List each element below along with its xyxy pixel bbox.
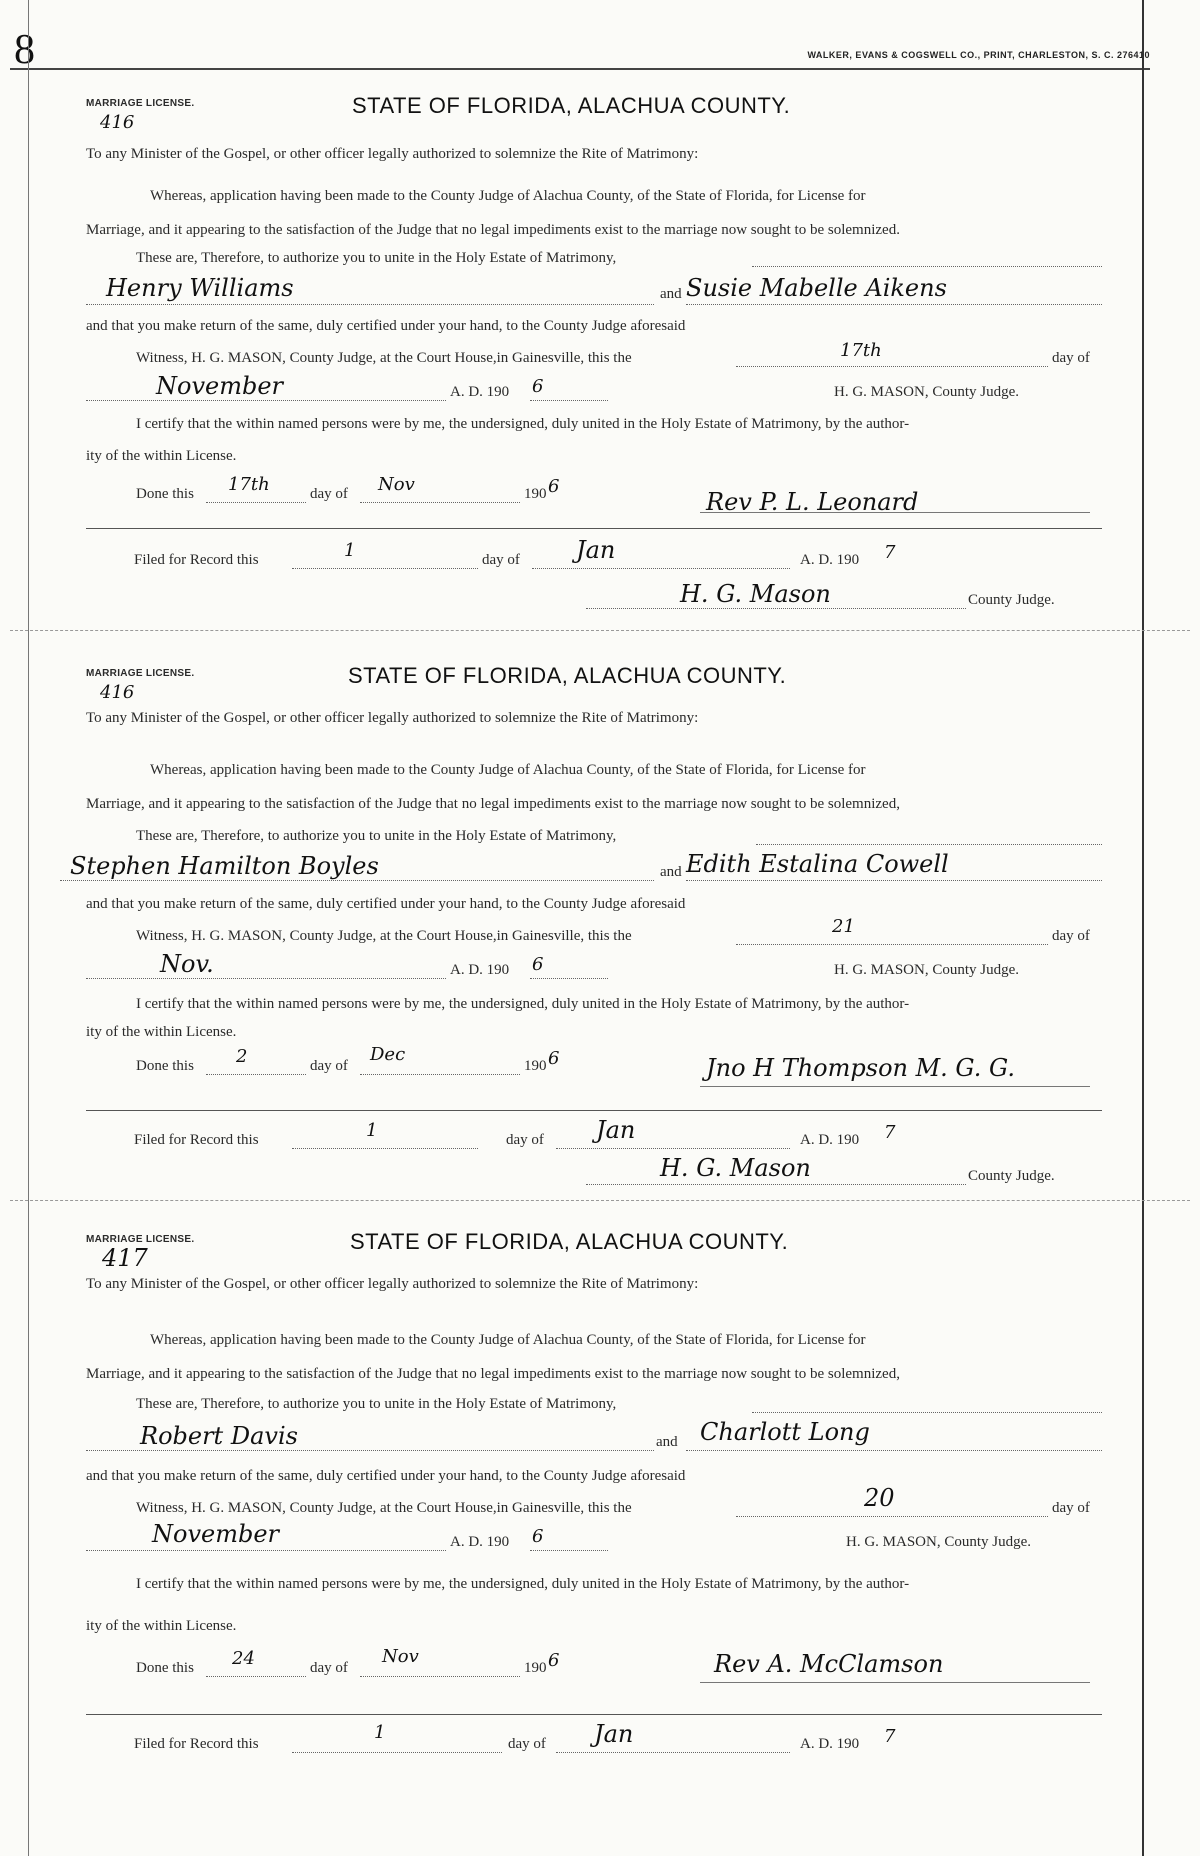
whereas-line-2: Marriage, and it appearing to the satisfaction of the Judge that no legal impediments exist to the marriage now sought to be solemnized, bbox=[86, 796, 900, 812]
ad-label: A. D. 190 bbox=[450, 384, 510, 400]
license-number: 417 bbox=[102, 1244, 148, 1272]
filed-day: 1 bbox=[366, 1120, 378, 1141]
section-separator bbox=[10, 1200, 1190, 1201]
witness-text: Witness, H. G. MASON, County Judge, at the Court House,in Gainesville, this the bbox=[136, 928, 632, 944]
right-margin-line bbox=[1142, 0, 1144, 1856]
left-margin-line bbox=[28, 0, 29, 1856]
officiant-signature: Rev A. McClamson bbox=[714, 1650, 944, 1678]
groom-name: Robert Davis bbox=[140, 1422, 298, 1450]
done-day: 2 bbox=[236, 1046, 248, 1067]
done-year: 6 bbox=[548, 1048, 560, 1069]
issue-month: Nov. bbox=[160, 950, 214, 978]
filed-label: Filed for Record this bbox=[134, 1132, 259, 1148]
done-this-label: Done this bbox=[136, 486, 194, 502]
judge-signature: H. G. Mason bbox=[660, 1154, 811, 1182]
filed-day: 1 bbox=[344, 540, 356, 561]
done-month: Dec bbox=[370, 1044, 406, 1065]
return-text: and that you make return of the same, duly certified under your hand, to the County Judge aforesaid bbox=[86, 1468, 686, 1484]
to-any-minister: To any Minister of the Gospel, or other officer legally authorized to solemnize the Rite of Matrimony: bbox=[86, 710, 699, 726]
filed-year: 7 bbox=[884, 1122, 896, 1143]
filed-month: Jan bbox=[576, 536, 616, 564]
section-separator bbox=[10, 630, 1190, 631]
and-label: and bbox=[656, 1434, 678, 1450]
issue-day: 20 bbox=[864, 1484, 895, 1512]
whereas-line-1: Whereas, application having been made to the County Judge of Alachua County, of the State of Florida, for License for bbox=[150, 762, 866, 778]
filed-day-of-label: day of bbox=[508, 1736, 546, 1752]
heading: STATE OF FLORIDA, ALACHUA COUNTY. bbox=[348, 663, 787, 688]
county-judge-label: County Judge. bbox=[968, 592, 1055, 608]
filed-year: 7 bbox=[884, 1726, 896, 1747]
day-of-label: day of bbox=[1052, 928, 1090, 944]
issue-month: November bbox=[152, 1520, 280, 1548]
officiant-signature: Jno H Thompson M. G. G. bbox=[706, 1054, 1015, 1082]
judge-label: H. G. MASON, County Judge. bbox=[834, 962, 1020, 978]
filed-year: 7 bbox=[884, 542, 896, 563]
these-are: These are, Therefore, to authorize you to unite in the Holy Estate of Matrimony, bbox=[136, 250, 617, 266]
to-any-minister: To any Minister of the Gospel, or other officer legally authorized to solemnize the Rite of Matrimony: bbox=[86, 146, 699, 162]
issue-year: 6 bbox=[532, 376, 544, 397]
ad-label: A. D. 190 bbox=[450, 962, 510, 978]
done-day: 17th bbox=[228, 474, 270, 495]
filed-day: 1 bbox=[374, 1722, 386, 1743]
page-number: 8 bbox=[14, 27, 35, 73]
filed-ad-label: A. D. 190 bbox=[800, 1736, 860, 1752]
day-of-label: day of bbox=[1052, 350, 1090, 366]
county-judge-label: County Judge. bbox=[968, 1168, 1055, 1184]
done-year-label: 190 bbox=[524, 1660, 547, 1676]
issue-year: 6 bbox=[532, 1526, 544, 1547]
filed-day-of-label: day of bbox=[506, 1132, 544, 1148]
license-label: MARRIAGE LICENSE. bbox=[86, 98, 195, 109]
top-rule bbox=[10, 68, 1150, 70]
judge-signature: H. G. Mason bbox=[680, 580, 831, 608]
issue-month: November bbox=[156, 372, 284, 400]
and-label: and bbox=[660, 286, 682, 302]
done-day-of-label: day of bbox=[310, 486, 348, 502]
judge-label: H. G. MASON, County Judge. bbox=[834, 384, 1020, 400]
done-this-label: Done this bbox=[136, 1660, 194, 1676]
heading: STATE OF FLORIDA, ALACHUA COUNTY. bbox=[352, 93, 791, 118]
license-number: 416 bbox=[100, 112, 135, 133]
filed-ad-label: A. D. 190 bbox=[800, 1132, 860, 1148]
groom-name: Stephen Hamilton Boyles bbox=[70, 852, 379, 880]
done-month: Nov bbox=[378, 474, 415, 495]
whereas-line-2: Marriage, and it appearing to the satisfaction of the Judge that no legal impediments exist to the marriage now sought to be solemnized. bbox=[86, 222, 900, 238]
return-text: and that you make return of the same, duly certified under your hand, to the County Judge aforesaid bbox=[86, 318, 686, 334]
done-year-label: 190 bbox=[524, 486, 547, 502]
issue-day: 17th bbox=[840, 340, 882, 361]
done-month: Nov bbox=[382, 1646, 419, 1667]
bride-name: Edith Estalina Cowell bbox=[686, 850, 949, 878]
done-year-label: 190 bbox=[524, 1058, 547, 1074]
filed-ad-label: A. D. 190 bbox=[800, 552, 860, 568]
certify-line-2: ity of the within License. bbox=[86, 1618, 237, 1634]
done-year: 6 bbox=[548, 1650, 560, 1671]
certify-line-2: ity of the within License. bbox=[86, 1024, 237, 1040]
issue-year: 6 bbox=[532, 954, 544, 975]
done-this-label: Done this bbox=[136, 1058, 194, 1074]
printer-line: WALKER, EVANS & COGSWELL CO., PRINT, CHARLESTON, S. C. 276410 bbox=[807, 50, 1150, 60]
certify-line-1: I certify that the within named persons were by me, the undersigned, duly united in the Holy Estate of Matrimony, by the author- bbox=[136, 996, 910, 1012]
issue-day: 21 bbox=[832, 916, 855, 937]
bride-name: Charlott Long bbox=[700, 1418, 870, 1446]
certify-line-1: I certify that the within named persons were by me, the undersigned, duly united in the Holy Estate of Matrimony, by the author- bbox=[136, 416, 910, 432]
witness-text: Witness, H. G. MASON, County Judge, at the Court House,in Gainesville, this the bbox=[136, 1500, 632, 1516]
judge-label: H. G. MASON, County Judge. bbox=[846, 1534, 1032, 1550]
officiant-signature: Rev P. L. Leonard bbox=[706, 488, 919, 516]
filed-day-of-label: day of bbox=[482, 552, 520, 568]
bride-name: Susie Mabelle Aikens bbox=[686, 274, 947, 302]
done-year: 6 bbox=[548, 476, 560, 497]
certify-line-1: I certify that the within named persons were by me, the undersigned, duly united in the Holy Estate of Matrimony, by the author- bbox=[136, 1576, 910, 1592]
and-label: and bbox=[660, 864, 682, 880]
witness-text: Witness, H. G. MASON, County Judge, at the Court House,in Gainesville, this the bbox=[136, 350, 632, 366]
ad-label: A. D. 190 bbox=[450, 1534, 510, 1550]
these-are: These are, Therefore, to authorize you to unite in the Holy Estate of Matrimony, bbox=[136, 1396, 617, 1412]
return-text: and that you make return of the same, duly certified under your hand, to the County Judge aforesaid bbox=[86, 896, 686, 912]
license-label: MARRIAGE LICENSE. bbox=[86, 668, 195, 679]
license-label: MARRIAGE LICENSE. bbox=[86, 1234, 195, 1245]
done-day: 24 bbox=[232, 1648, 255, 1669]
whereas-line-1: Whereas, application having been made to the County Judge of Alachua County, of the State of Florida, for License for bbox=[150, 1332, 866, 1348]
heading: STATE OF FLORIDA, ALACHUA COUNTY. bbox=[350, 1229, 789, 1254]
certify-line-2: ity of the within License. bbox=[86, 448, 237, 464]
filed-month: Jan bbox=[594, 1720, 634, 1748]
these-are: These are, Therefore, to authorize you to unite in the Holy Estate of Matrimony, bbox=[136, 828, 617, 844]
whereas-line-2: Marriage, and it appearing to the satisfaction of the Judge that no legal impediments exist to the marriage now sought to be solemnized, bbox=[86, 1366, 900, 1382]
to-any-minister: To any Minister of the Gospel, or other officer legally authorized to solemnize the Rite of Matrimony: bbox=[86, 1276, 699, 1292]
whereas-line-1: Whereas, application having been made to the County Judge of Alachua County, of the State of Florida, for License for bbox=[150, 188, 866, 204]
filed-label: Filed for Record this bbox=[134, 552, 259, 568]
done-day-of-label: day of bbox=[310, 1660, 348, 1676]
done-day-of-label: day of bbox=[310, 1058, 348, 1074]
filed-month: Jan bbox=[596, 1116, 636, 1144]
day-of-label: day of bbox=[1052, 1500, 1090, 1516]
groom-name: Henry Williams bbox=[106, 274, 294, 302]
filed-label: Filed for Record this bbox=[134, 1736, 259, 1752]
license-number: 416 bbox=[100, 682, 135, 703]
